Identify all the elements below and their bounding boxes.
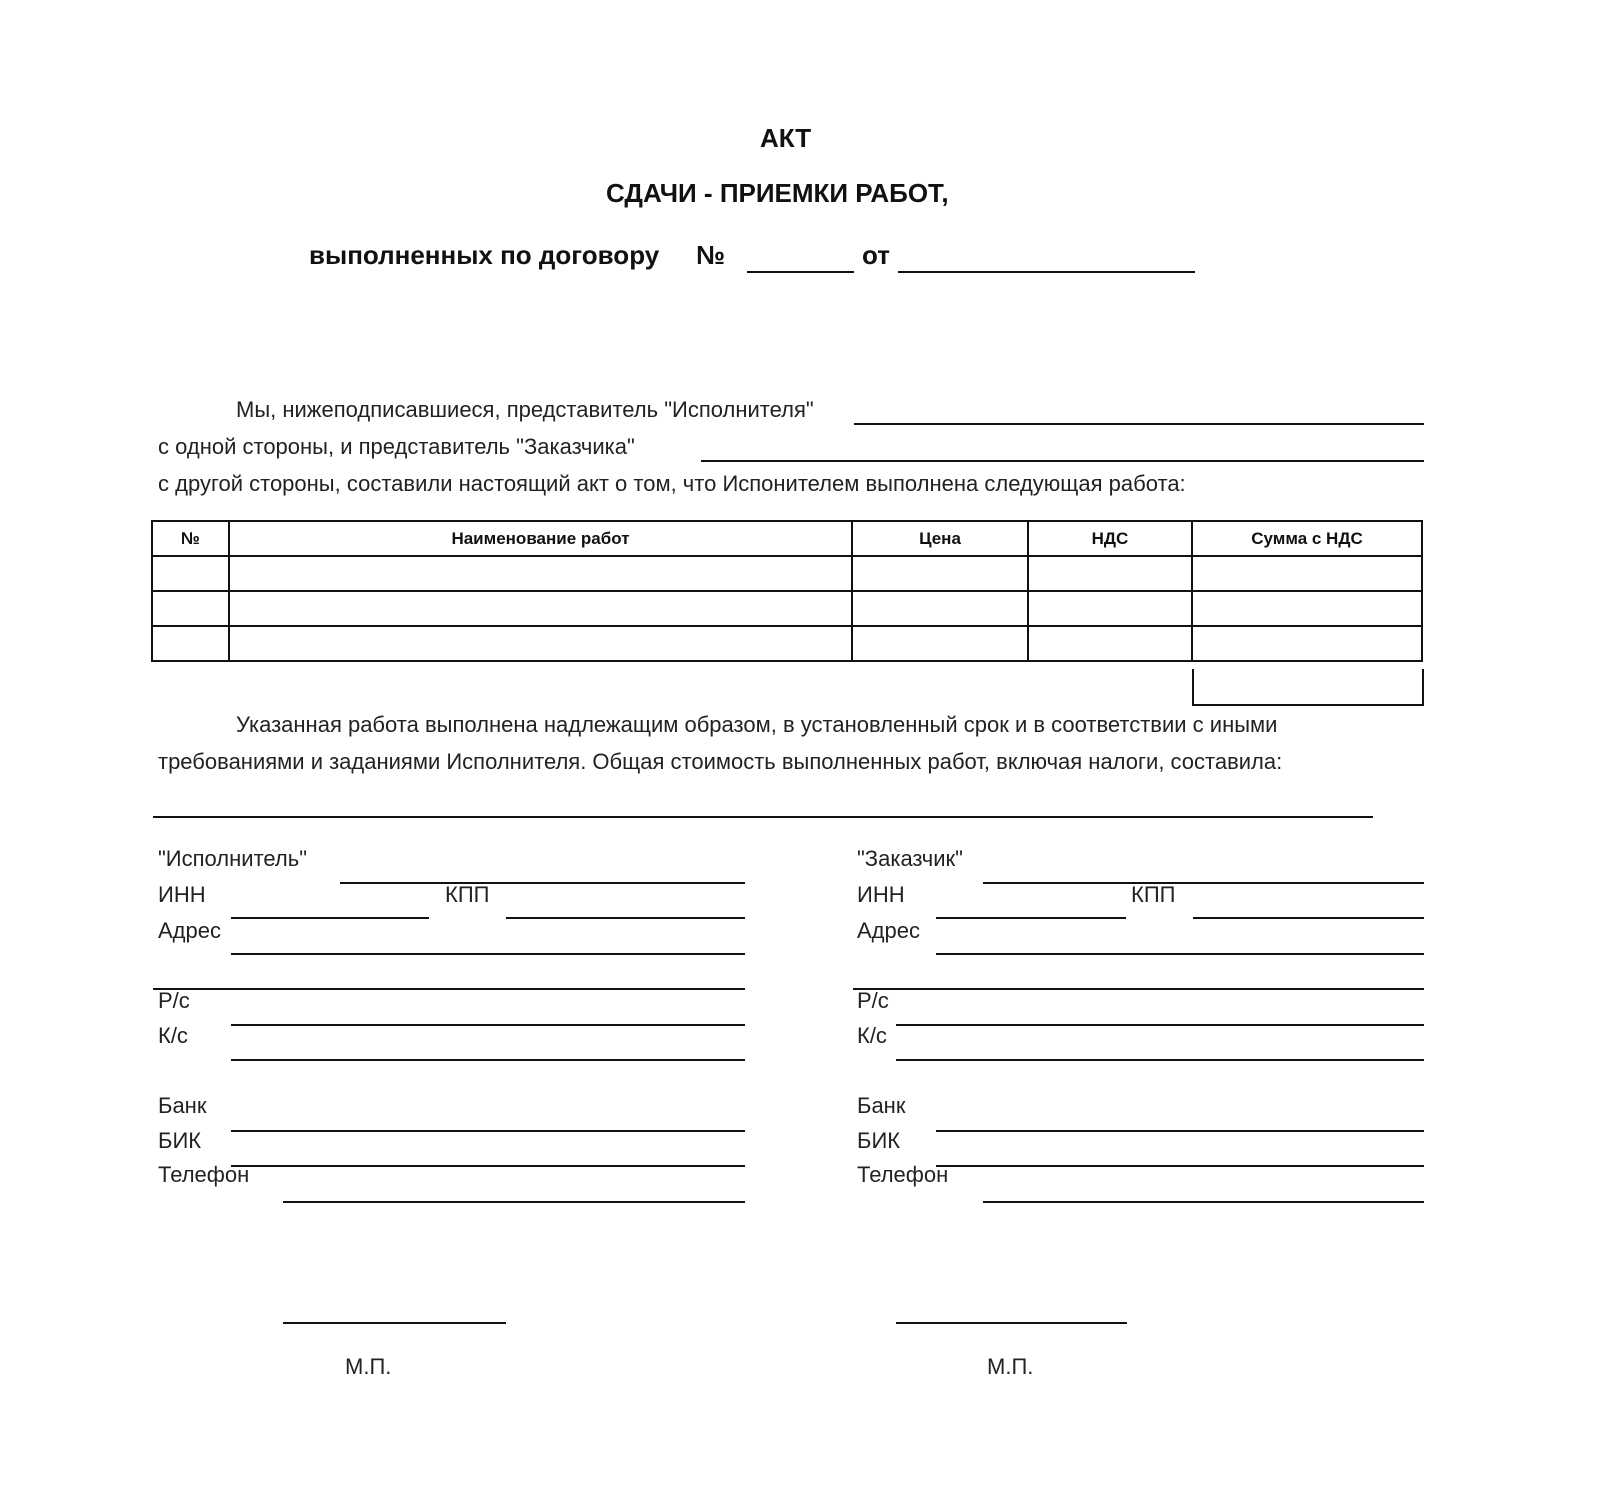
contract-prefix: выполненных по договору <box>309 240 660 270</box>
column-header: Цена <box>852 521 1028 556</box>
customer-kpp-field[interactable] <box>1193 917 1424 919</box>
table-cell[interactable] <box>1028 626 1192 661</box>
customer-kpp-label: КПП <box>1131 882 1176 907</box>
executor-phone-field[interactable] <box>283 1201 745 1203</box>
column-header: Наименование работ <box>229 521 852 556</box>
date-prefix: от <box>862 240 890 270</box>
table-cell[interactable] <box>852 591 1028 626</box>
executor-ks-label: К/с <box>158 1023 188 1048</box>
conclusion-line-2: требованиями и заданиями Исполнителя. Общая стоимость выполненных работ, включая налоги, составила: <box>158 749 1283 774</box>
table-cell[interactable] <box>852 556 1028 591</box>
contract-number-field[interactable] <box>747 271 854 273</box>
total-cost-field[interactable] <box>153 816 1373 818</box>
document-subtitle: СДАЧИ - ПРИЕМКИ РАБОТ, <box>606 178 949 208</box>
executor-inn-label: ИНН <box>158 882 206 907</box>
executor-rs-field[interactable] <box>231 1024 745 1026</box>
customer-address-field[interactable] <box>936 953 1424 955</box>
customer-signature-field[interactable] <box>896 1322 1127 1324</box>
number-sign: № <box>696 240 725 270</box>
table-cell[interactable] <box>1192 626 1422 661</box>
executor-inn-field[interactable] <box>231 917 429 919</box>
table-cell[interactable] <box>1028 556 1192 591</box>
executor-kpp-label: КПП <box>445 882 490 907</box>
executor-name-field[interactable] <box>340 882 745 884</box>
customer-bank-field[interactable] <box>936 1130 1424 1132</box>
executor-bik-field[interactable] <box>231 1165 745 1167</box>
table-cell[interactable] <box>852 626 1028 661</box>
column-header: Сумма с НДС <box>1192 521 1422 556</box>
works-table <box>151 520 1423 662</box>
table-cell[interactable] <box>1192 556 1422 591</box>
column-header: № <box>152 521 229 556</box>
customer-rs-label: Р/с <box>857 988 889 1013</box>
document-title: АКТ <box>760 123 812 153</box>
customer-title: "Заказчик" <box>857 846 963 871</box>
customer-name-field[interactable] <box>983 882 1424 884</box>
executor-bank-field[interactable] <box>231 1130 745 1132</box>
table-cell[interactable] <box>152 591 229 626</box>
conclusion-line-1: Указанная работа выполнена надлежащим образом, в установленный срок и в соответствии с иными <box>236 712 1278 737</box>
table-cell[interactable] <box>229 556 852 591</box>
customer-bik-field[interactable] <box>936 1165 1424 1167</box>
customer-address-field-2[interactable] <box>853 988 1424 990</box>
intro-line-3: с другой стороны, составили настоящий акт о том, что Испонителем выполнена следующая работа: <box>158 471 1186 496</box>
customer-phone-label: Телефон <box>857 1162 949 1187</box>
table-cell[interactable] <box>1192 591 1422 626</box>
executor-ks-field[interactable] <box>231 1059 745 1061</box>
customer-phone-field[interactable] <box>983 1201 1424 1203</box>
executor-phone-label: Телефон <box>158 1162 250 1187</box>
contract-date-field[interactable] <box>898 271 1195 273</box>
executor-title: "Исполнитель" <box>158 846 308 871</box>
customer-ks-field[interactable] <box>896 1059 1424 1061</box>
executor-stamp-label: М.П. <box>345 1354 392 1379</box>
customer-ks-label: К/с <box>857 1023 887 1048</box>
executor-address-field-2[interactable] <box>153 988 745 990</box>
customer-rs-field[interactable] <box>896 1024 1424 1026</box>
table-cell[interactable] <box>229 626 852 661</box>
executor-rs-label: Р/с <box>158 988 190 1013</box>
table-cell[interactable] <box>152 556 229 591</box>
executor-address-label: Адрес <box>158 918 221 943</box>
executor-kpp-field[interactable] <box>506 917 745 919</box>
table-cell[interactable] <box>229 591 852 626</box>
customer-bank-label: Банк <box>857 1093 906 1118</box>
customer-bik-label: БИК <box>857 1128 901 1153</box>
table-cell[interactable] <box>1028 591 1192 626</box>
customer-inn-field[interactable] <box>936 917 1126 919</box>
table-row <box>152 591 1422 626</box>
table-row <box>152 556 1422 591</box>
customer-stamp-label: М.П. <box>987 1354 1034 1379</box>
executor-rep-field[interactable] <box>854 423 1424 425</box>
total-sum-cell[interactable] <box>1192 669 1424 706</box>
table-header-row <box>152 521 1422 556</box>
table-cell[interactable] <box>152 626 229 661</box>
customer-address-label: Адрес <box>857 918 920 943</box>
customer-rep-field[interactable] <box>701 460 1424 462</box>
intro-line-1: Мы, нижеподписавшиеся, представитель "Исполнителя" <box>236 397 814 422</box>
intro-line-2: с одной стороны, и представитель "Заказчика" <box>158 434 635 459</box>
table-row <box>152 626 1422 661</box>
executor-address-field[interactable] <box>231 953 745 955</box>
column-header: НДС <box>1028 521 1192 556</box>
executor-bik-label: БИК <box>158 1128 202 1153</box>
executor-signature-field[interactable] <box>283 1322 506 1324</box>
customer-inn-label: ИНН <box>857 882 905 907</box>
executor-bank-label: Банк <box>158 1093 207 1118</box>
